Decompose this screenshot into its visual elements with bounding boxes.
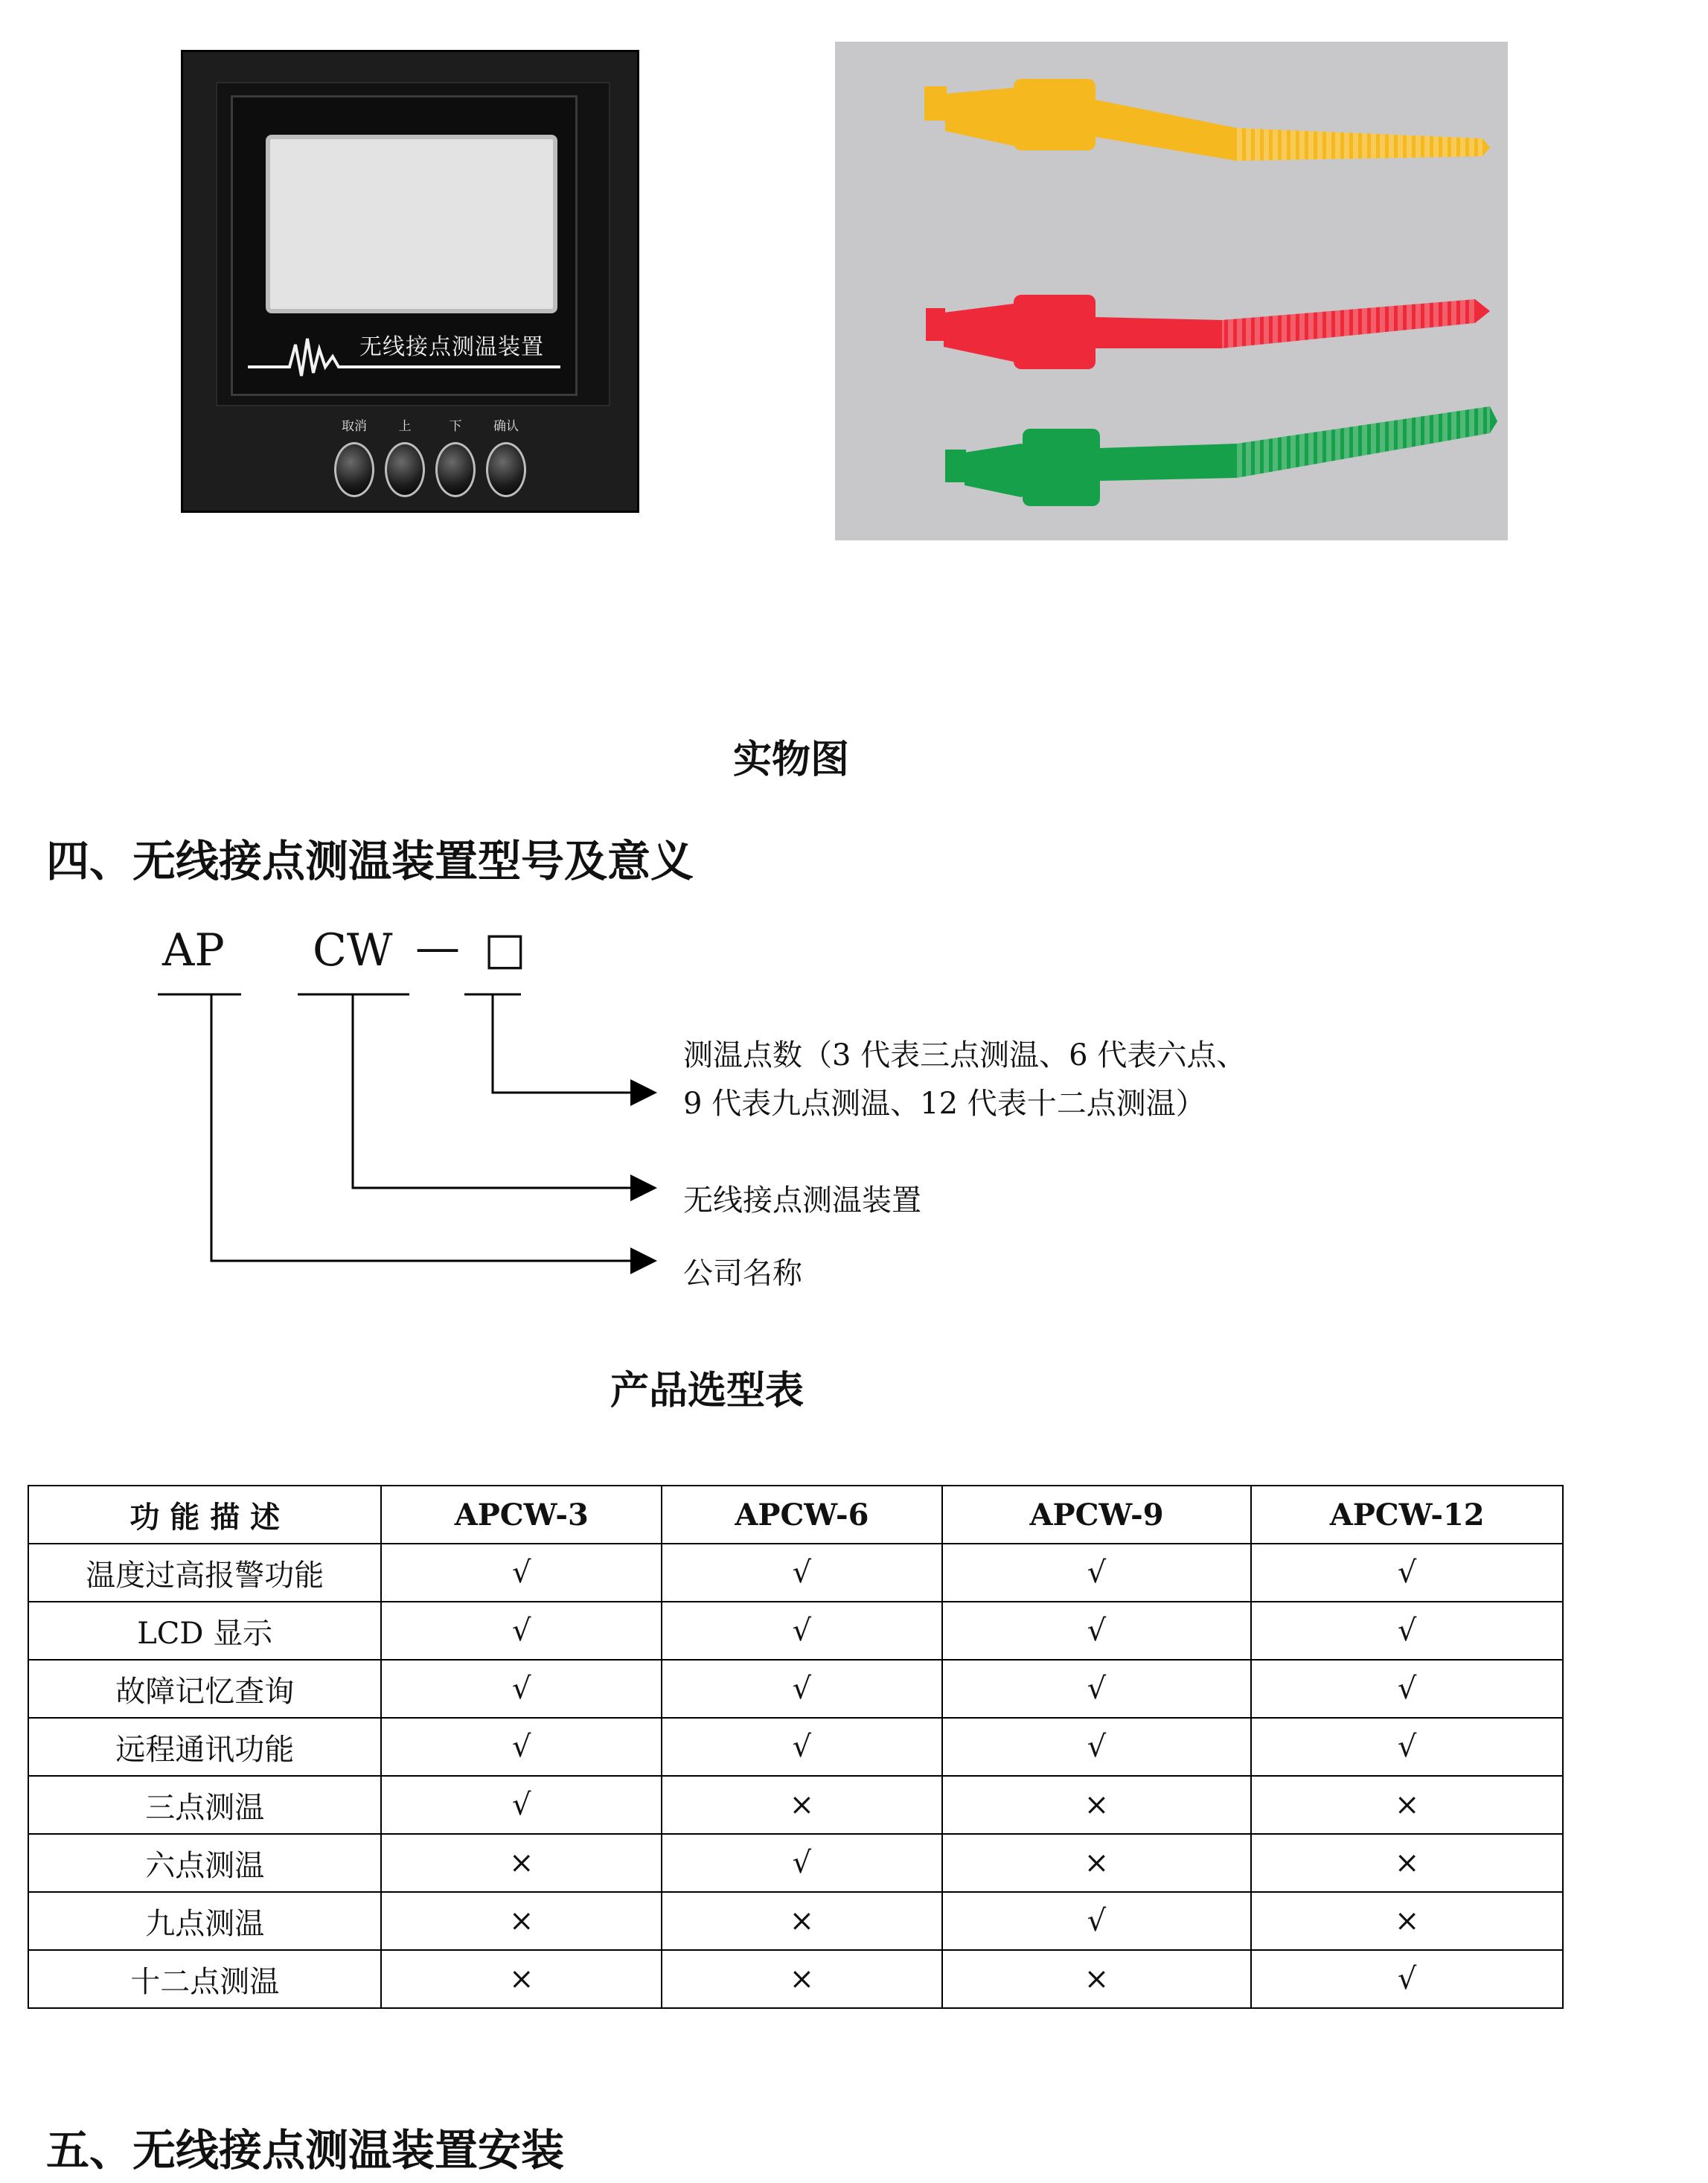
button-label: 确认 xyxy=(493,419,519,434)
mark-cell: √ xyxy=(1251,1544,1563,1602)
device-photo xyxy=(181,50,639,513)
desc-company: 公司名称 xyxy=(683,1256,802,1291)
down-button-photo xyxy=(435,442,476,497)
table-row xyxy=(28,1834,1563,1892)
mark-cell: √ xyxy=(662,1660,942,1718)
mark-cell: √ xyxy=(381,1718,662,1776)
up-button-photo xyxy=(385,442,425,497)
mark-cell: × xyxy=(942,1776,1252,1834)
mark-cell: √ xyxy=(942,1602,1252,1660)
mark-cell: √ xyxy=(662,1602,942,1660)
mark-cell: × xyxy=(1251,1834,1563,1892)
model-part-cw: CW xyxy=(313,924,393,977)
mark-cell: √ xyxy=(381,1544,662,1602)
table-title: 产品选型表 xyxy=(610,1369,805,1413)
strap-green xyxy=(945,406,1497,506)
mark-cell: × xyxy=(381,1950,662,2008)
confirm-button-photo xyxy=(486,442,526,497)
mark-cell: √ xyxy=(942,1544,1252,1602)
table-header-row xyxy=(28,1486,1563,1544)
table-row xyxy=(28,1544,1563,1602)
mark-cell: × xyxy=(662,1776,942,1834)
header-cell: APCW-3 xyxy=(381,1486,662,1544)
table-row xyxy=(28,1602,1563,1660)
desc-points-line1: 测温点数（3 代表三点测温、6 代表六点、 xyxy=(683,1038,1247,1073)
mark-cell: × xyxy=(942,1834,1252,1892)
table-row xyxy=(28,1776,1563,1834)
button-label: 上 xyxy=(398,419,412,434)
mark-cell: √ xyxy=(1251,1660,1563,1718)
mark-cell: × xyxy=(381,1834,662,1892)
strap-yellow xyxy=(924,79,1490,161)
mark-cell: × xyxy=(662,1950,942,2008)
mark-cell: √ xyxy=(1251,1602,1563,1660)
table-row xyxy=(28,1718,1563,1776)
feature-cell: 六点测温 xyxy=(28,1834,381,1892)
cancel-button-photo xyxy=(334,442,374,497)
strap-red xyxy=(926,295,1490,369)
feature-cell: 故障记忆查询 xyxy=(28,1660,381,1718)
header-cell: APCW-12 xyxy=(1251,1486,1563,1544)
mark-cell: √ xyxy=(942,1892,1252,1950)
table-row xyxy=(28,1892,1563,1950)
header-cell: APCW-6 xyxy=(662,1486,942,1544)
model-placeholder-box: □ xyxy=(484,923,526,975)
header-cell: 功 能 描 述 xyxy=(28,1486,381,1544)
feature-cell: 三点测温 xyxy=(28,1776,381,1834)
mark-cell: × xyxy=(1251,1892,1563,1950)
device-label: 无线接点测温装置 xyxy=(359,334,544,360)
header-cell: APCW-9 xyxy=(942,1486,1252,1544)
lcd-screen xyxy=(266,135,557,313)
model-dash: — xyxy=(415,921,460,974)
mark-cell: √ xyxy=(381,1776,662,1834)
table-row xyxy=(28,1950,1563,2008)
button-label: 取消 xyxy=(342,419,367,434)
strap-photo xyxy=(835,42,1508,540)
mark-cell: × xyxy=(381,1892,662,1950)
section-4-heading: 四、无线接点测温装置型号及意义 xyxy=(46,836,694,886)
mark-cell: √ xyxy=(942,1660,1252,1718)
feature-cell: 远程通讯功能 xyxy=(28,1718,381,1776)
mark-cell: √ xyxy=(662,1834,942,1892)
mark-cell: × xyxy=(942,1950,1252,2008)
feature-cell: 九点测温 xyxy=(28,1892,381,1950)
mark-cell: √ xyxy=(381,1660,662,1718)
mark-cell: √ xyxy=(1251,1950,1563,2008)
feature-cell: 十二点测温 xyxy=(28,1950,381,2008)
mark-cell: √ xyxy=(381,1602,662,1660)
table-row xyxy=(28,1660,1563,1718)
mark-cell: √ xyxy=(662,1718,942,1776)
device-panel xyxy=(231,95,578,396)
mark-cell: √ xyxy=(662,1544,942,1602)
mark-cell: √ xyxy=(942,1718,1252,1776)
model-part-ap: AP xyxy=(162,924,225,977)
mark-cell: √ xyxy=(1251,1718,1563,1776)
section-5-heading: 五、无线接点测温装置安装 xyxy=(46,2125,565,2176)
strap-illustration xyxy=(835,42,1508,540)
mark-cell: × xyxy=(1251,1776,1563,1834)
feature-cell: LCD 显示 xyxy=(28,1602,381,1660)
figure-caption: 实物图 xyxy=(733,738,850,782)
spec-table xyxy=(28,1485,1564,2009)
desc-points-line2: 9 代表九点测温、12 代表十二点测温） xyxy=(683,1087,1206,1121)
mark-cell: × xyxy=(662,1892,942,1950)
button-label: 下 xyxy=(449,419,462,434)
desc-device: 无线接点测温装置 xyxy=(683,1183,921,1218)
model-connector-lines xyxy=(149,982,685,1280)
feature-cell: 温度过高报警功能 xyxy=(28,1544,381,1602)
